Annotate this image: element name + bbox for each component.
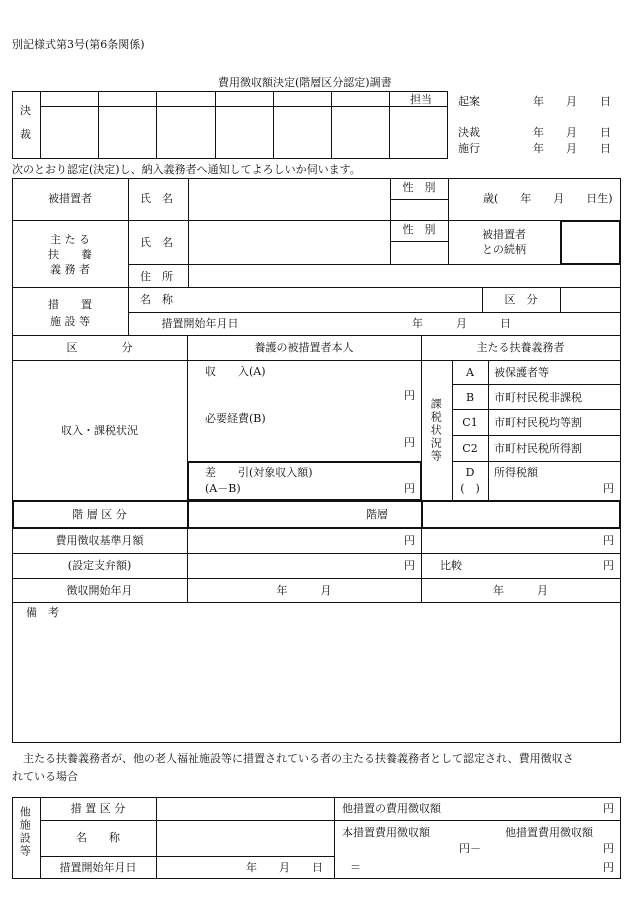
- note-text-line-1: 主たる扶養義務者が、他の老人福祉施設等に措置されている者の主たる扶養義務者として認定され、費用徴収さ: [12, 752, 574, 765]
- hikaku-label: 比較: [440, 559, 462, 572]
- hisochisha-shimei-label: 氏 名: [140, 192, 173, 205]
- note-text-line-2: れている場合: [12, 770, 78, 783]
- honnin-header: 養護の被措置者本人: [254, 341, 354, 354]
- equals-sign: ＝: [350, 861, 361, 874]
- age-label: 歳( 年 月 日生): [483, 192, 613, 205]
- other-meisho-label: 名 称: [76, 831, 120, 844]
- kian-year: 年: [533, 95, 544, 108]
- class-c2-code: C2: [462, 442, 478, 455]
- chosyu-start-fuyo-ym: 年 月: [493, 584, 548, 597]
- shiko-month: 月: [566, 142, 577, 155]
- intro-text: 次のとおり認定(決定)し、納入義務者へ通知してよろしいか伺います。: [12, 163, 361, 176]
- sochi-label-1: 措 置: [48, 298, 92, 311]
- shutaru-label-3: 義 務 者: [50, 263, 90, 276]
- ta-hiyo-label: 他措置の費用徴収額: [342, 802, 441, 815]
- kijun-gaku-yen-fuyo: 円: [603, 534, 614, 547]
- hon-hiyo-label: 本措置費用徴収額: [342, 826, 430, 839]
- yen-minus: 円－: [459, 842, 481, 855]
- kaiso-kubun-label: 階 層 区 分: [72, 508, 127, 521]
- hisochisha-label: 被措置者: [48, 192, 92, 205]
- income-status-label: 収入・課税状況: [61, 424, 138, 437]
- zokugara-box[interactable]: [560, 220, 621, 265]
- kessai-month: 月: [566, 126, 577, 139]
- chosyu-start-label: 徴収開始年月: [66, 584, 133, 597]
- kian-day: 日: [600, 95, 611, 108]
- settei-label: (設定支弁額): [67, 559, 132, 572]
- kaiso-label: 階層: [366, 508, 388, 521]
- biko-label: 備 考: [26, 606, 59, 619]
- shutaru-label-2: 扶 養: [48, 248, 92, 261]
- fuyo-shimei-label: 氏 名: [140, 236, 173, 249]
- shiko-label: 施行: [458, 142, 480, 155]
- approval-sai-label: 裁: [20, 128, 31, 141]
- hisochisha-seibetsu-label: 性 別: [402, 181, 436, 194]
- kessai-label: 決裁: [458, 126, 480, 139]
- ta-hiyo2-label: 他措置費用徴収額: [505, 826, 593, 839]
- class-a-desc: 被保護者等: [494, 366, 549, 379]
- other-start-date-value: 年 月 日: [246, 861, 323, 874]
- class-d-code: D: [465, 466, 475, 479]
- other-start-date-label: 措置開始年月日: [59, 861, 137, 874]
- shutaru-label-1: 主 た る: [50, 233, 90, 246]
- fuyo-seibetsu-label: 性 別: [402, 223, 436, 236]
- settei-yen: 円: [404, 559, 415, 572]
- ta-hiyo-yen: 円: [603, 802, 614, 815]
- jusho-label: 住 所: [140, 270, 173, 283]
- expense-b-yen: 円: [404, 436, 415, 449]
- class-c1-desc: 市町村民税均等割: [494, 416, 582, 429]
- a-minus-b-label: (A－B): [205, 482, 241, 495]
- sabiki-yen: 円: [404, 482, 415, 495]
- kubun-header: 区 分: [66, 341, 133, 354]
- sochi-start-date-value: 年 月 日: [412, 317, 511, 330]
- other-sochi-kubun-label: 措 置 区 分: [70, 802, 126, 815]
- ta-shisetsu-label: 他施設等: [18, 806, 32, 858]
- kessai-day: 日: [600, 126, 611, 139]
- kian-month: 月: [566, 95, 577, 108]
- income-a-yen: 円: [404, 389, 415, 402]
- class-c2-desc: 市町村民税所得割: [494, 442, 582, 455]
- sochi-label-2: 施 設 等: [50, 315, 90, 328]
- other-yen-2: 円: [603, 842, 614, 855]
- shisetsu-kubun-label: 区 分: [504, 293, 538, 306]
- class-paren: ( ): [460, 482, 480, 495]
- kian-label: 起案: [458, 95, 480, 108]
- sochi-start-date-label: 措置開始年月日: [161, 317, 239, 330]
- other-yen-3: 円: [603, 861, 614, 874]
- meisho-label: 名 称: [140, 293, 173, 306]
- income-a-label: 収 入(A): [205, 365, 266, 378]
- class-d-desc: 所得税額: [494, 466, 538, 479]
- class-b-desc: 市町村民税非課税: [494, 391, 582, 404]
- sabiki-label: 差 引(対象収入額): [205, 466, 313, 479]
- shiko-day: 日: [600, 142, 611, 155]
- kazei-label: 課税状況等: [429, 398, 443, 463]
- class-c1-code: C1: [462, 416, 478, 429]
- zokugara-label-1: 被措置者: [482, 228, 526, 241]
- shiko-year: 年: [533, 142, 544, 155]
- zokugara-label-2: との続柄: [482, 243, 526, 256]
- class-b-code: B: [465, 391, 475, 404]
- kijun-gaku-yen-honnin: 円: [404, 534, 415, 547]
- document-title: 費用徴収額決定(階層区分認定)調書: [218, 76, 392, 89]
- class-a-code: A: [466, 366, 474, 379]
- approval-ketsu-label: 決: [20, 104, 31, 117]
- tanto-label: 担当: [410, 93, 432, 106]
- form-number: 別記様式第3号(第6条関係): [12, 38, 145, 51]
- kessai-year: 年: [533, 126, 544, 139]
- class-d-yen: 円: [603, 482, 614, 495]
- expense-b-label: 必要経費(B): [205, 412, 266, 425]
- chosyu-start-honnin-ym: 年 月: [276, 584, 332, 597]
- hikaku-yen: 円: [603, 559, 614, 572]
- fuyo-header: 主たる扶養義務者: [476, 341, 565, 354]
- kijun-gaku-label: 費用徴収基準月額: [55, 534, 144, 547]
